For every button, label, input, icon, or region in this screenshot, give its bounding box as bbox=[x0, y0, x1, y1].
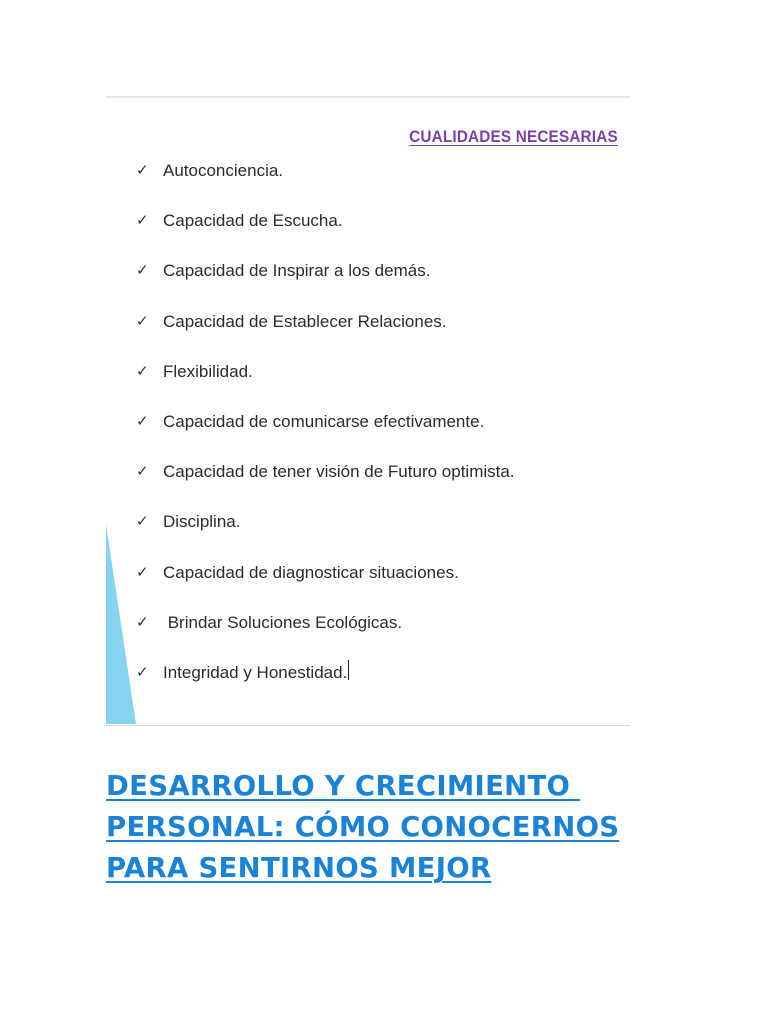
headline-line: PERSONAL: CÓMO CONOCERNOS bbox=[106, 811, 620, 843]
article-headline-link[interactable] bbox=[106, 766, 706, 889]
list-item-label: Capacidad de tener visión de Futuro optimista. bbox=[163, 462, 515, 482]
list-item-label: Autoconciencia. bbox=[163, 161, 284, 180]
list-item bbox=[136, 359, 515, 409]
slide-title: CUALIDADES NECESARIAS bbox=[409, 127, 618, 146]
list-item-label: Capacidad de diagnosticar situaciones. bbox=[163, 562, 459, 582]
list-item bbox=[136, 610, 515, 660]
check-icon: ✓ bbox=[136, 262, 149, 280]
qualities-list bbox=[136, 158, 515, 710]
check-icon: ✓ bbox=[136, 513, 149, 531]
list-item-label: Flexibilidad. bbox=[163, 361, 253, 381]
list-item-label: Disciplina. bbox=[163, 512, 241, 532]
check-icon: ✓ bbox=[136, 563, 149, 581]
check-icon: ✓ bbox=[136, 312, 149, 330]
check-icon: ✓ bbox=[136, 613, 149, 631]
list-item bbox=[136, 409, 515, 459]
check-icon: ✓ bbox=[136, 362, 149, 380]
slide-top-divider bbox=[106, 96, 630, 98]
check-icon: ✓ bbox=[136, 162, 149, 179]
accent-wedge bbox=[106, 524, 136, 724]
list-item bbox=[136, 509, 515, 559]
slide-image bbox=[106, 96, 630, 726]
list-item bbox=[136, 560, 515, 610]
list-item-label: Brindar Soluciones Ecológicas. bbox=[163, 612, 403, 632]
check-icon: ✓ bbox=[136, 463, 149, 481]
list-item bbox=[136, 459, 515, 509]
list-item bbox=[136, 158, 515, 208]
text-cursor bbox=[348, 660, 349, 680]
list-item bbox=[136, 208, 515, 258]
headline-line: DESARROLLO Y CRECIMIENTO bbox=[106, 770, 581, 802]
list-item-label: Capacidad de Inspirar a los demás. bbox=[163, 261, 431, 281]
list-item-label: Capacidad de Escucha. bbox=[163, 211, 343, 231]
list-item-label: Integridad y Honestidad. bbox=[163, 662, 348, 682]
check-icon: ✓ bbox=[136, 663, 149, 681]
list-item bbox=[136, 660, 515, 710]
check-icon: ✓ bbox=[136, 212, 149, 230]
list-item-label: Capacidad de Establecer Relaciones. bbox=[163, 311, 447, 331]
headline-line: PARA SENTIRNOS MEJOR bbox=[106, 852, 492, 884]
check-icon: ✓ bbox=[136, 412, 149, 430]
slide-bottom-divider bbox=[106, 725, 630, 726]
list-item-label: Capacidad de comunicarse efectivamente. bbox=[163, 411, 485, 431]
list-item bbox=[136, 258, 515, 308]
list-item bbox=[136, 309, 515, 359]
